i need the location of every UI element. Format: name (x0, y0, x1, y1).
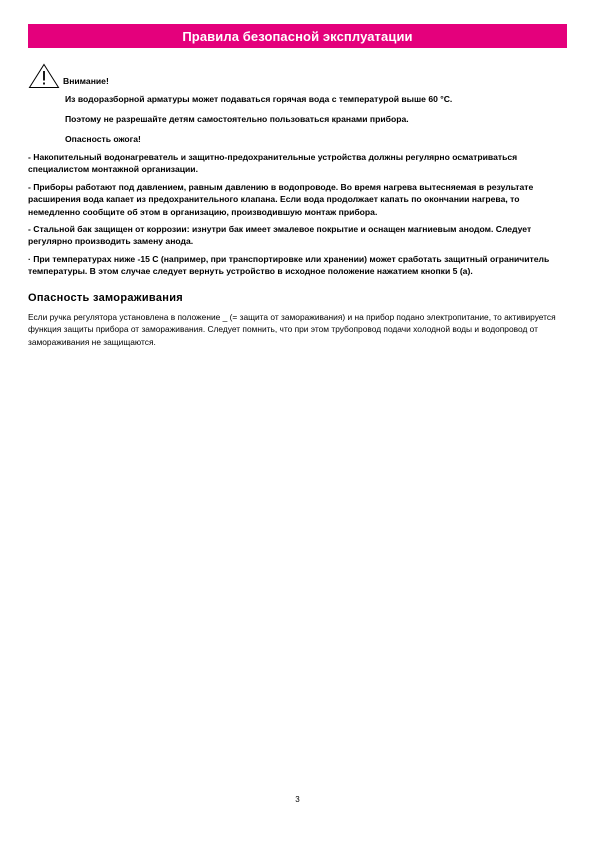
section-text-freezing: Если ручка регулятора установлена в положение _ (= защита от замораживания) и на прибор подано электропитание, то активируется функция защиты прибора от замораживания. Следует помнить, что при этом трубопровод подачи холодной воды и водопровод от замораживания не защищаются. (28, 312, 556, 347)
section-title-freezing: Опасность замораживания (28, 292, 183, 304)
warning-children: Поэтому не разрешайте детям самостоятельно пользоваться кранами прибора. (65, 114, 409, 124)
warning-label: Внимание! (63, 76, 109, 86)
warning-hot-water: Из водоразборной арматуры может подаваться горячая вода с температурой выше 60 °С. (65, 94, 453, 104)
warning-head (28, 63, 567, 89)
paragraph-anode: - Стальной бак защищен от коррозии: изнутри бак имеет эмалевое покрытие и оснащен магниевым анодом. Следует регулярно производить замену анода. (28, 224, 532, 247)
safety-paragraphs (28, 151, 568, 283)
header-bar (28, 24, 567, 48)
warning-burn: Опасность ожога! (65, 134, 141, 144)
page-number: 3 (295, 795, 300, 804)
warning-block (28, 63, 567, 145)
warning-triangle-icon (28, 63, 60, 89)
paragraph-pressure: - Приборы работают под давлением, равным давлению в водопроводе. Во время нагрева вытесняемая в результате расширения вода капает из предохранительного клапана. Если вода продолжает капать по окончании нагрева, то немедленно сообщите об этом в организацию, производившую монтаж прибора. (28, 181, 534, 217)
paragraph-inspection: - Накопительный водонагреватель и защитно-предохранительные устройства должны регулярно осматриваться специалистом монтажной организации. (28, 152, 518, 175)
paragraph-temperature-limiter: · При температурах ниже -15 С (например, при транспортировке или хранении) может сработать защитный ограничитель температуры. В этом случае следует вернуть устройство в исходное положение нажатием кнопки 5 (a). (28, 253, 550, 277)
page-title: Правила безопасной эксплуатации (182, 28, 413, 44)
